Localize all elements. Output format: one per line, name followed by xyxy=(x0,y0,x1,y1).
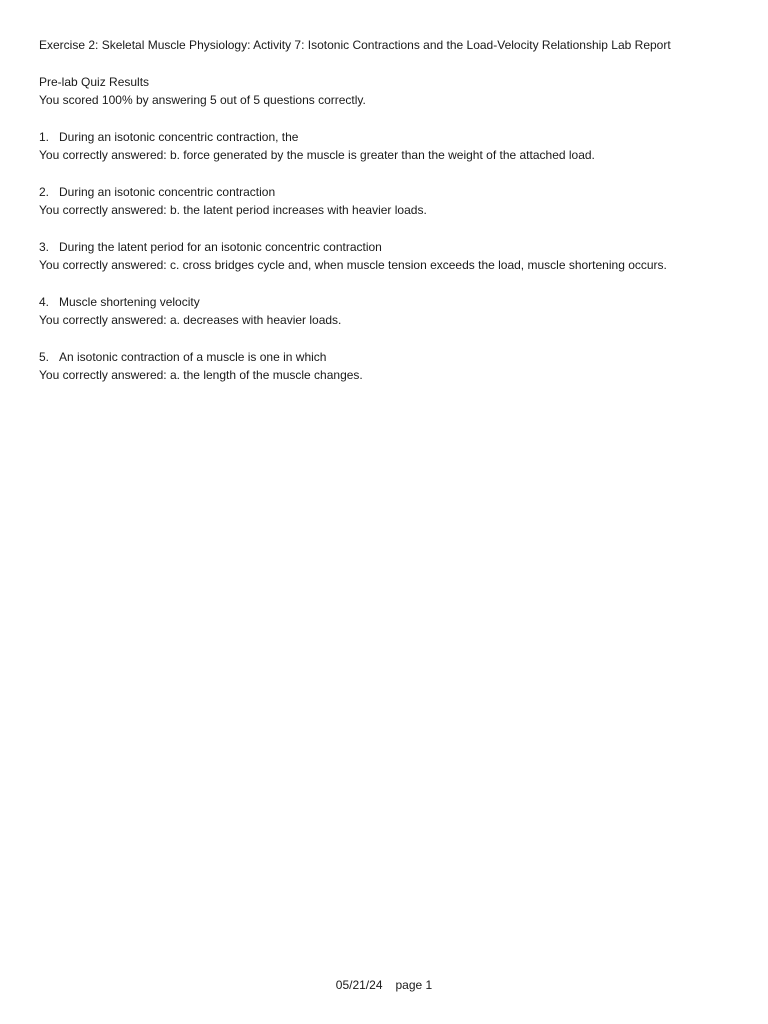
quiz-score: You scored 100% by answering 5 out of 5 questions correctly. xyxy=(39,93,366,107)
question-item xyxy=(39,293,739,329)
question-prompt xyxy=(39,348,739,366)
question-number: 4. xyxy=(39,295,50,309)
question-answer: You correctly answered: b. force generated by the muscle is greater than the weight of the attached load. xyxy=(39,148,595,162)
quiz-results-summary xyxy=(39,73,739,109)
question-prompt xyxy=(39,183,739,201)
question-text: During the latent period for an isotonic concentric contraction xyxy=(59,240,382,254)
question-text: An isotonic contraction of a muscle is one in which xyxy=(59,350,327,364)
page-number: page 1 xyxy=(395,978,433,992)
question-text: Muscle shortening velocity xyxy=(59,295,200,309)
question-item xyxy=(39,183,739,219)
question-item xyxy=(39,348,739,384)
question-number: 3. xyxy=(39,240,50,254)
question-prompt xyxy=(39,128,739,146)
quiz-heading: Pre-lab Quiz Results xyxy=(39,75,150,89)
question-answer: You correctly answered: c. cross bridges cycle and, when muscle tension exceeds the load, muscle shortening occurs. xyxy=(39,258,667,272)
question-answer: You correctly answered: a. decreases with heavier loads. xyxy=(39,313,342,327)
question-item xyxy=(39,238,739,274)
question-number: 1. xyxy=(39,130,50,144)
footer-date: 05/21/24 xyxy=(335,978,383,992)
question-answer: You correctly answered: b. the latent period increases with heavier loads. xyxy=(39,203,427,217)
document-title: Exercise 2: Skeletal Muscle Physiology: Activity 7: Isotonic Contractions and the Load-Velocity Relationship Lab Report xyxy=(39,38,671,52)
question-answer: You correctly answered: a. the length of the muscle changes. xyxy=(39,368,363,382)
document-page xyxy=(39,36,739,384)
question-number: 5. xyxy=(39,350,50,364)
question-text: During an isotonic concentric contraction xyxy=(59,185,276,199)
question-item xyxy=(39,128,739,164)
question-text: During an isotonic concentric contraction, the xyxy=(59,130,299,144)
question-prompt xyxy=(39,293,739,311)
question-prompt xyxy=(39,238,739,256)
question-number: 2. xyxy=(39,185,50,199)
page-footer xyxy=(0,976,768,994)
